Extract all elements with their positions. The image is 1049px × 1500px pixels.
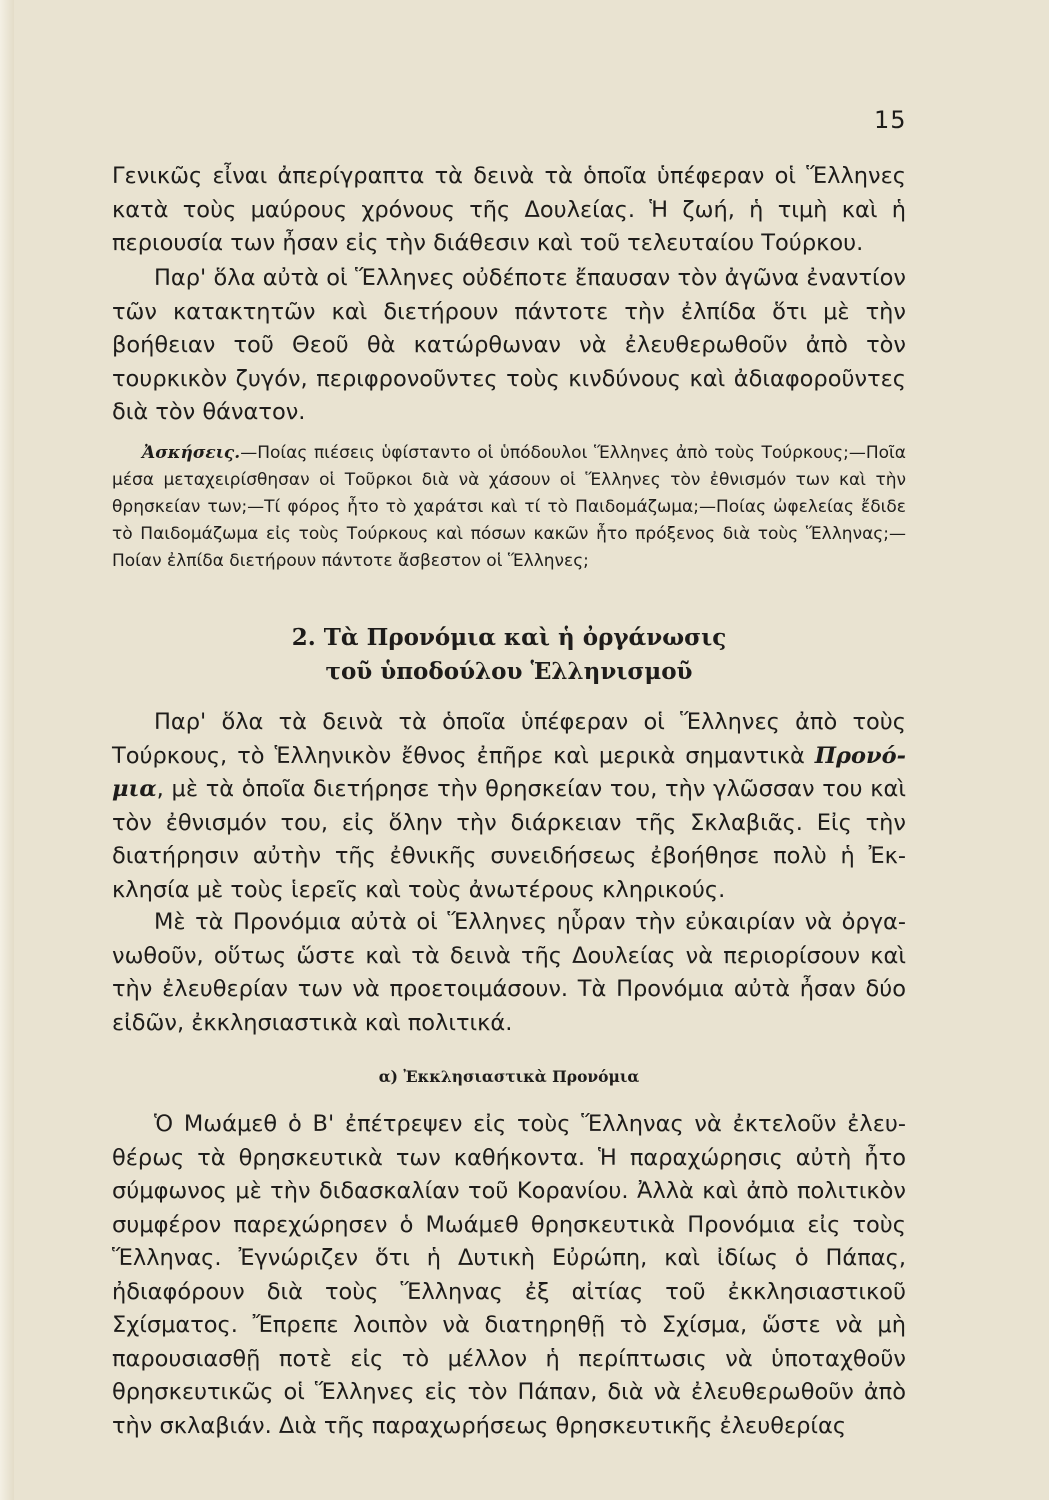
subsection-title: α) Ἐκκλησιαστικὰ Προνόμια <box>378 1067 640 1086</box>
paragraph-5: Ὁ Μωάμεθ ὁ Β' ἐπέτρεψεν εἰς τοὺς Ἕλληνας νὰ ἐκτελοῦν ἐλευθέρως τὰ θρησκευτικὰ των καθήκοντα. Ἡ παραχώρησις αὐτὴ ἦτο σύμφωνος μὲ τὴν διδασκαλίαν τοῦ Κορανίου. Ἀλλὰ καὶ ἀπὸ πολιτικὸν συμφέρον παρεχώρησεν ὁ Μωάμεθ θρησκευτικὰ Προνόμια εἰς τοὺς Ἕλληνας. Ἐγνώριζεν ὅτι ἡ Δυτικὴ Εὐρώπη, καὶ ἰδίως ὁ Πάπας, ἠδιαφόρουν διὰ τοὺς Ἕλληνας ἐξ αἰτίας τοῦ ἐκκλησιαστικοῦ Σχίσματος. Ἔπρεπε λοιπὸν νὰ διατηρηθῇ τὸ Σχίσμα, ὥστε νὰ μὴ παρουσιασθῇ ποτὲ εἰς τὸ μέλλον ἡ περίπτωσις νὰ ὑποταχθοῦν θρησκευτικῶς οἱ Ἕλληνες εἰς τὸν Πάπαν, διὰ νὰ ἐλευθερωθοῦν ἀπὸ τὴν σκλαβιάν. Διὰ τῆς παραχωρήσεως θρησκευτικῆς ἐλευθερίας <box>112 1111 906 1439</box>
paragraph-3-end: , μὲ τὰ ὁποῖα διετήρησε τὴν θρησκείαν του, τὴν γλῶσσαν του καὶ τὸν ἐθνισμόν του, εἰς ὅλην τὴν διάρκειαν τῆς Σκλαβιᾶς. Εἰς τὴν διατήρησιν αὐτὴν τῆς ἐθνικῆς συνειδήσεως ἐβοήθησε πολὺ ἡ Ἐκκλησία μὲ τοὺς ἱερεῖς καὶ τοὺς ἀνωτέρους κληρικούς. <box>112 776 906 903</box>
exercises-label: Ἀσκήσεις. <box>142 443 241 463</box>
paragraph-3-emphasis: Προνόμια <box>112 742 906 802</box>
section-title-line-2: τοῦ ὑποδούλου Ἑλληνισμοῦ <box>325 658 693 685</box>
exercises-text: —Ποίας πιέσεις ὑφίσταντο οἱ ὑπόδουλοι Ἕλληνες ἀπὸ τοὺς Τούρκους;—Ποῖα μέσα μεταχειρίσθησαν οἱ Τοῦρκοι διὰ νὰ χάσουν οἱ Ἕλληνες τὸν ἐθνισμόν των καὶ τὴν θρησκείαν των;—Τί φόρος ἦτο τὸ χαράτσι καὶ τί τὸ Παιδομάζωμα;—Ποίας ὠφελείας ἔδιδε τὸ Παιδομάζωμα εἰς τοὺς Τούρκους καὶ πόσων κακῶν ἦτο πρόξενος διὰ τοὺς Ἕλληνας;—Ποίαν ἐλπίδα διετήρουν πάντοτε ἄσβεστον οἱ Ἕλληνες; <box>112 443 906 571</box>
exercises-block <box>112 440 906 575</box>
page-left-edge <box>0 0 14 1500</box>
paragraph-4: Μὲ τὰ Προνόμια αὐτὰ οἱ Ἕλληνες ηὗραν τὴν εὐκαιρίαν νὰ ὀργανωθοῦν, οὕτως ὥστε καὶ τὰ δεινὰ τῆς Δουλείας νὰ περιορίσουν καὶ τὴν ἐλευθερίαν των νὰ προετοιμάσουν. Τὰ Προνόμια αὐτὰ ἦσαν δύο εἰδῶν, ἐκκλησιαστικὰ καὶ πολιτικά. <box>112 909 906 1036</box>
paragraph-3-start: Παρ' ὅλα τὰ δεινὰ τὰ ὁποῖα ὑπέφεραν οἱ Ἕλληνες ἀπὸ τοὺς Τούρκους, τὸ Ἑλληνικὸν ἔθνος ἐπῆρε καὶ μερικὰ σημαντικὰ <box>112 709 906 769</box>
section-title-line-1: 2. Τὰ Προνόμια καὶ ἡ ὀργάνωσις <box>291 624 727 651</box>
paragraph-3 <box>112 706 906 907</box>
page-number: 15 <box>874 106 907 134</box>
paragraph-1: Γενικῶς εἶναι ἀπερίγραπτα τὰ δεινὰ τὰ ὁποῖα ὑπέφεραν οἱ Ἕλληνες κατὰ τοὺς μαύρους χρόνους τῆς Δουλείας. Ἡ ζωή, ἡ τιμὴ καὶ ἡ περιουσία των ἦσαν εἰς τὴν διάθεσιν καὶ τοῦ τελευταίου Τούρκου. <box>112 163 906 256</box>
paragraph-2: Παρ' ὅλα αὐτὰ οἱ Ἕλληνες οὐδέποτε ἔπαυσαν τὸν ἀγῶνα ἐναντίον τῶν κατακτητῶν καὶ διετήρουν πάντοτε τὴν ἐλπίδα ὅτι μὲ τὴν βοήθειαν τοῦ Θεοῦ θὰ κατώρθωναν νὰ ἐλευθερωθοῦν ἀπὸ τὸν τουρκικὸν ζυγόν, περιφρονοῦντες τοὺς κινδύνους καὶ ἀδιαφοροῦντες διὰ τὸν θάνατον. <box>112 265 906 425</box>
